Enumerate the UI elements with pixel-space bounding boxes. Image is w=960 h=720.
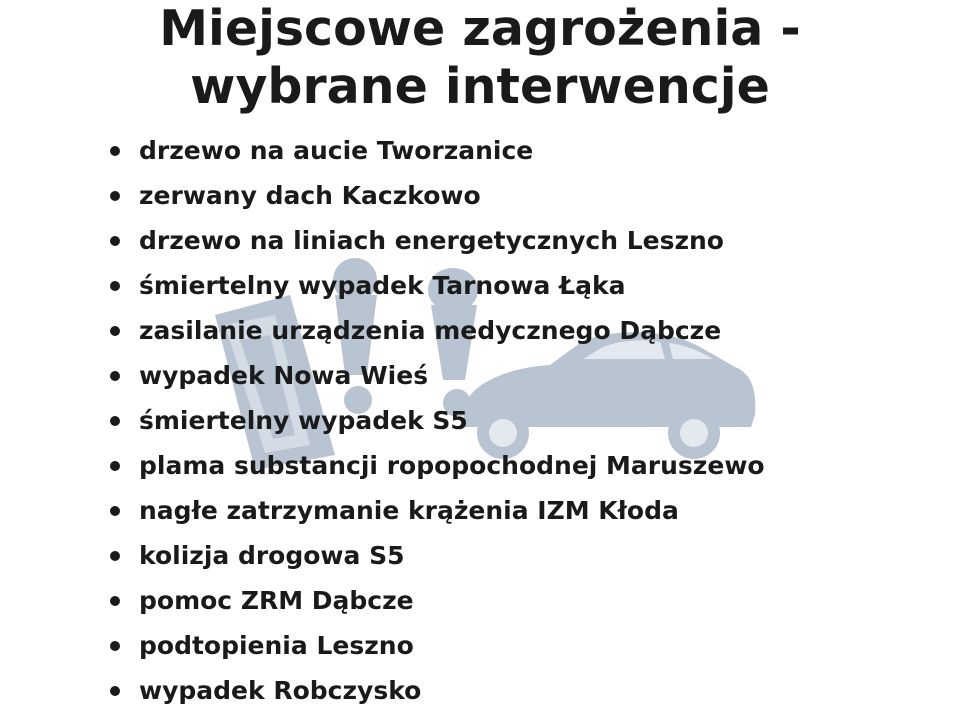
interventions-list [0, 128, 960, 713]
list-item: podtopienia Leszno [105, 623, 960, 668]
page-title [0, 0, 960, 116]
list-item: śmiertelny wypadek Tarnowa Łąka [105, 263, 960, 308]
list-item: wypadek Robczysko [105, 668, 960, 713]
list-item: drzewo na aucie Tworzanice [105, 128, 960, 173]
list-item: śmiertelny wypadek S5 [105, 398, 960, 443]
title-line-2: wybrane interwencje [190, 58, 770, 115]
list-item: zasilanie urządzenia medycznego Dąbcze [105, 308, 960, 353]
list-item: nagłe zatrzymanie krążenia IZM Kłoda [105, 488, 960, 533]
list-item: pomoc ZRM Dąbcze [105, 578, 960, 623]
list-item: zerwany dach Kaczkowo [105, 173, 960, 218]
list-item: drzewo na liniach energetycznych Leszno [105, 218, 960, 263]
list-item: kolizja drogowa S5 [105, 533, 960, 578]
title-line-1: Miejscowe zagrożenia - [159, 0, 801, 57]
list-item: plama substancji ropopochodnej Maruszewo [105, 443, 960, 488]
list-item: wypadek Nowa Wieś [105, 353, 960, 398]
